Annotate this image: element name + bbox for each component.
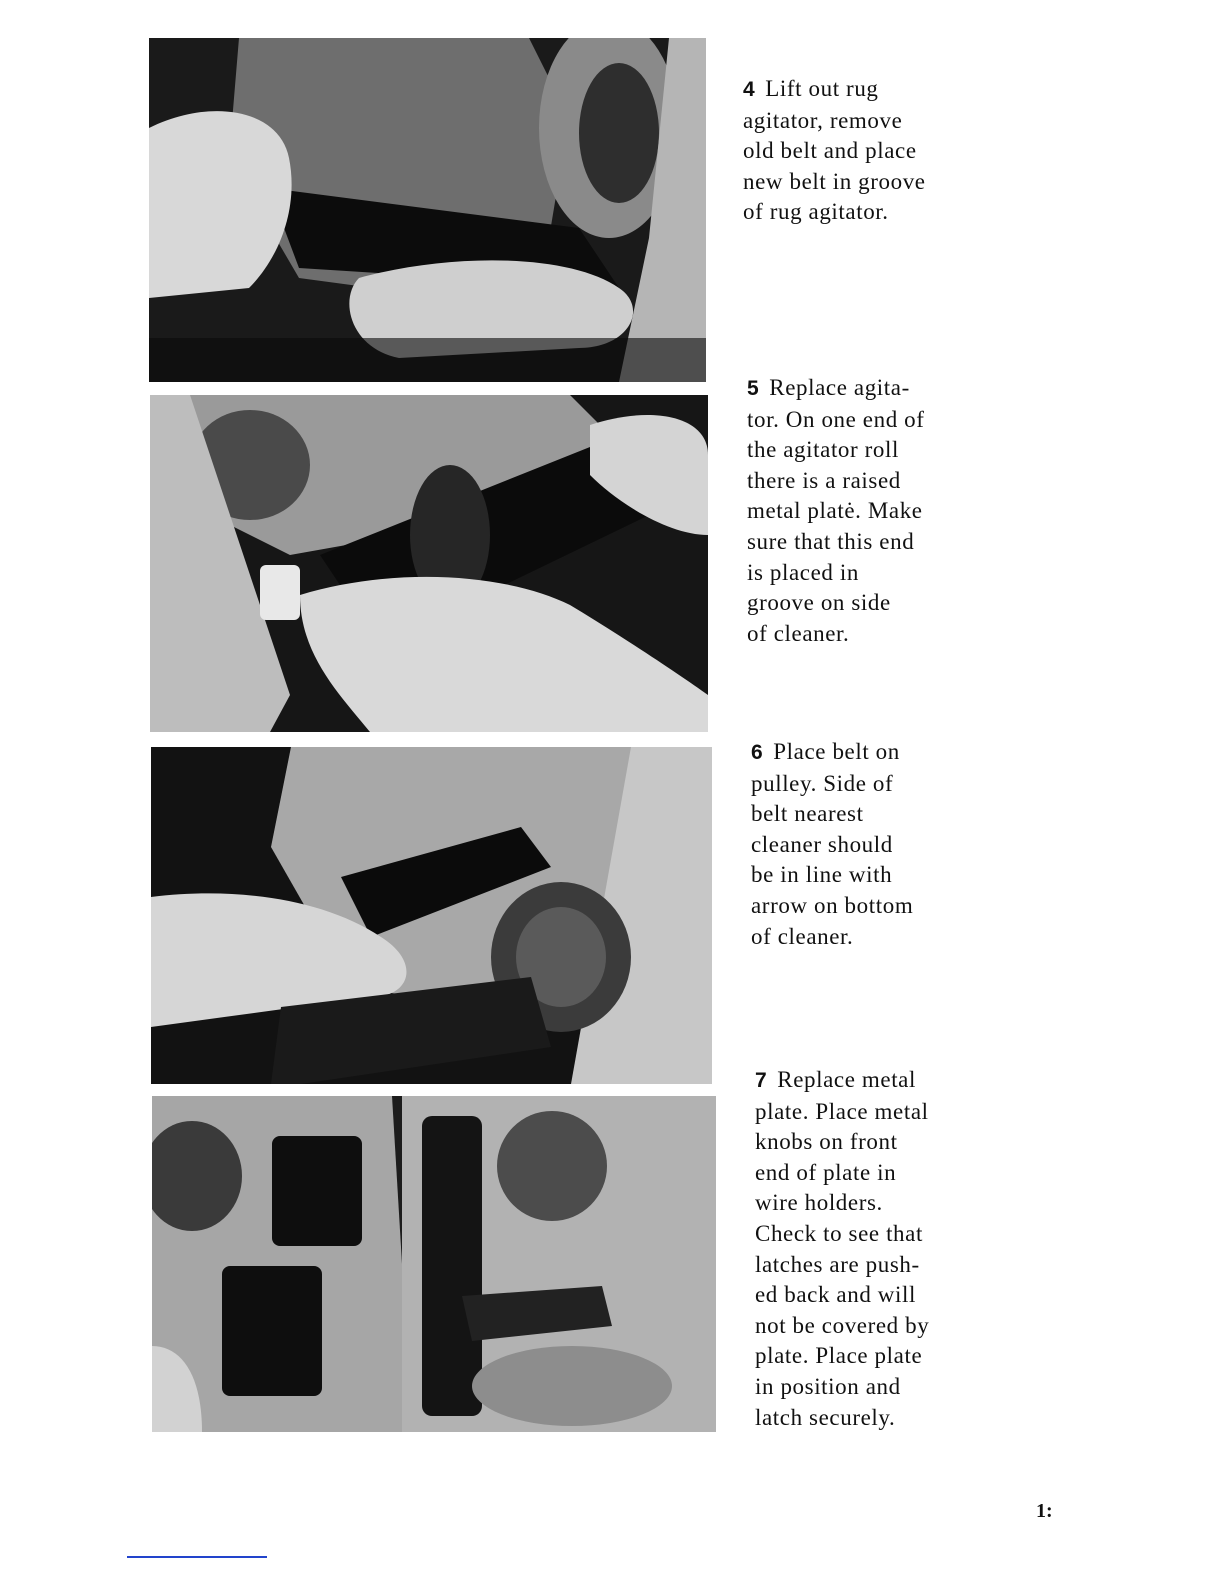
step-line: the agitator roll [747,437,899,463]
step-number: 4 [743,78,756,101]
step-line: agitator, remove [743,107,903,133]
step-line: of cleaner. [751,923,854,949]
step-line: of cleaner. [747,620,850,646]
step-number: 7 [755,1069,768,1092]
step-number: 5 [747,377,760,400]
photo-lift-agitator [149,38,706,382]
step-line: new belt in groove [743,168,926,194]
step-line: latch securely. [755,1404,896,1430]
step-line: plate. Place metal [755,1098,929,1124]
step-line: Place belt on [773,739,900,764]
step-number: 6 [751,741,764,764]
step-line: cleaner should [751,831,893,857]
step-6-text [751,737,913,952]
step-line: belt nearest [751,801,864,827]
step-line: sure that this end [747,528,915,554]
step-line: old belt and place [743,138,917,164]
step-line: arrow on bottom [751,892,914,918]
step-line: Replace agita- [769,375,910,400]
step-line: ed back and will [755,1282,916,1308]
step-line: groove on side [747,590,891,616]
step-line: pulley. Side of [751,770,894,796]
step-line: not be covered by [755,1312,930,1338]
step-line: Lift out rug [765,76,879,101]
page-number: 1: [1036,1500,1053,1522]
step-line: there is a raised [747,467,901,493]
step-5-text [747,373,925,649]
step-line: wire holders. [755,1190,883,1216]
step-4-text [743,74,926,228]
footer-rule [127,1556,267,1558]
step-line: Check to see that [755,1220,923,1246]
step-line: in position and [755,1373,901,1399]
step-line: plate. Place plate [755,1343,923,1369]
photo-replace-agitator [150,395,708,732]
step-line: be in line with [751,862,893,888]
step-line: of rug agitator. [743,199,889,225]
step-line: is placed in [747,559,859,585]
step-line: latches are push- [755,1251,920,1277]
photo-belt-on-pulley [151,747,712,1084]
step-7-text [755,1065,929,1433]
step-line: knobs on front [755,1129,898,1155]
step-line: end of plate in [755,1159,897,1185]
step-line: metal platė. Make [747,498,923,524]
step-line: Replace metal [777,1067,916,1092]
step-line: tor. On one end of [747,406,925,432]
photo-replace-plate [152,1096,716,1432]
